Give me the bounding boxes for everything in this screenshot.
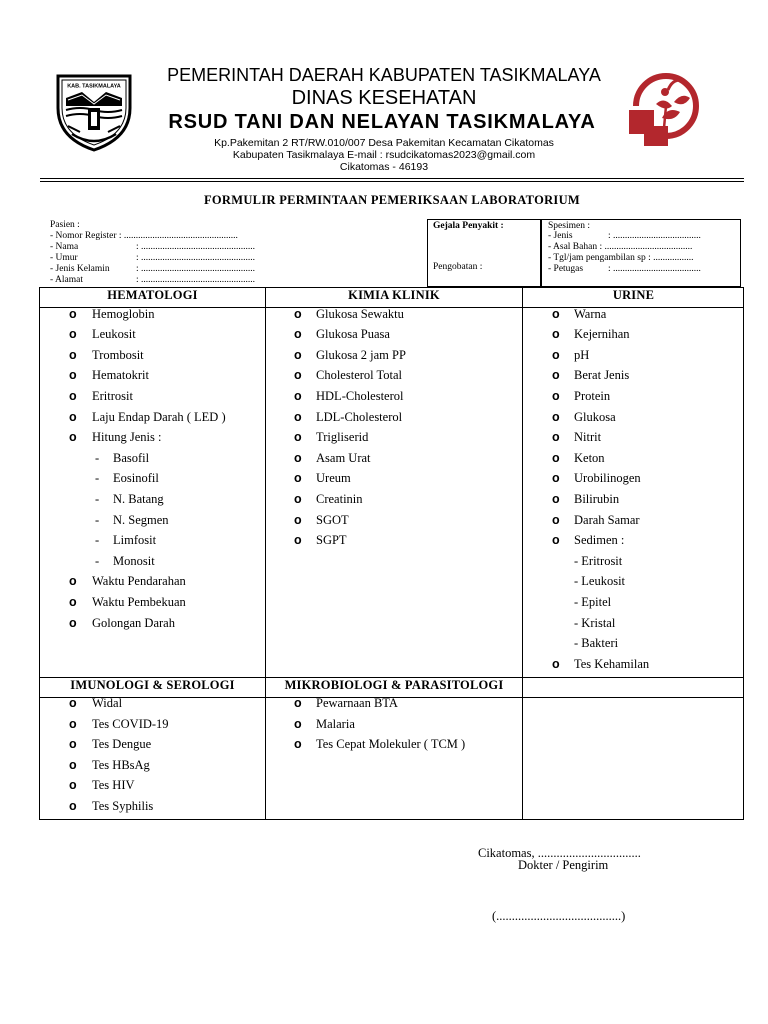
item-label: Pewarnaan BTA: [316, 696, 398, 710]
item-label: Tes Kehamilan: [574, 656, 650, 671]
patient-field-age[interactable]: [50, 253, 255, 264]
item-label: Glukosa Puasa: [316, 327, 390, 342]
checkbox-circle-icon[interactable]: o: [69, 799, 77, 813]
item-label: Kejernihan: [574, 327, 630, 342]
dash-icon[interactable]: -: [95, 471, 100, 486]
item-label: Waktu Pendarahan: [92, 574, 186, 589]
item-label: - Bakteri: [574, 636, 619, 651]
item-label: Berat Jenis: [574, 368, 630, 383]
checkbox-circle-icon[interactable]: o: [69, 388, 77, 403]
checkbox-circle-icon[interactable]: o: [294, 409, 302, 424]
specimen-field-source: - Asal Bahan : .....................................: [548, 242, 693, 252]
patient-field-address[interactable]: [50, 275, 255, 286]
item-label: SGPT: [316, 533, 347, 548]
checkbox-circle-icon[interactable]: o: [552, 450, 560, 465]
field-label: - Nama: [50, 242, 79, 252]
checkbox-circle-icon[interactable]: o: [552, 388, 560, 403]
address-line-2: Kabupaten Tasikmalaya E-mail : rsudcikatomas2023@gmail.com: [232, 149, 536, 161]
symptoms-label: Gejala Penyakit :: [433, 221, 504, 231]
checkbox-circle-icon[interactable]: o: [69, 409, 77, 424]
item-label: Hitung Jenis :: [92, 430, 162, 445]
item-label: Laju Endap Darah ( LED ): [92, 409, 226, 424]
patient-field-register[interactable]: [50, 231, 238, 242]
header-government: PEMERINTAH DAERAH KABUPATEN TASIKMALAYA: [167, 65, 601, 85]
item-label: N. Batang: [113, 491, 164, 506]
checkbox-circle-icon[interactable]: o: [294, 471, 302, 486]
checkbox-circle-icon[interactable]: o: [552, 533, 560, 548]
item-label: Asam Urat: [316, 450, 371, 465]
field-dots: ................................................: [123, 231, 238, 241]
item-label: Eritrosit: [92, 388, 133, 403]
column-divider: [522, 288, 523, 820]
checkbox-circle-icon[interactable]: o: [69, 594, 77, 609]
item-label: Protein: [574, 388, 611, 403]
item-label: Urobilinogen: [574, 471, 641, 486]
item-label: SGOT: [316, 512, 349, 527]
checkbox-circle-icon[interactable]: o: [294, 737, 302, 752]
item-label: Waktu Pembekuan: [92, 594, 186, 609]
checkbox-circle-icon[interactable]: o: [294, 491, 302, 506]
item-label: Monosit: [113, 553, 155, 568]
address-line-3: Cikatomas - 46193: [339, 161, 429, 173]
item-label: Golongan Darah: [92, 615, 175, 630]
item-label: Malaria: [316, 716, 355, 731]
item-label: Warna: [574, 306, 607, 321]
field-label: - Umur: [50, 253, 78, 263]
patient-field-gender[interactable]: [50, 264, 255, 275]
item-label: Widal: [92, 696, 123, 710]
dash-icon[interactable]: -: [95, 491, 100, 506]
item-label: Trombosit: [92, 347, 144, 362]
checkbox-circle-icon[interactable]: o: [69, 615, 77, 630]
item-label: - Epitel: [574, 594, 612, 609]
dash-icon[interactable]: -: [95, 512, 100, 527]
checkbox-circle-icon[interactable]: o: [552, 491, 560, 506]
address-line-1: Kp.Pakemitan 2 RT/RW.010/007 Desa Pakemitan Kecamatan Cikatomas: [214, 137, 554, 149]
specimen-field-officer: - Petugas : .....................................: [548, 264, 701, 274]
item-label: Glukosa Sewaktu: [316, 306, 404, 321]
checkbox-circle-icon[interactable]: o: [552, 409, 560, 424]
item-label: - Leukosit: [574, 574, 626, 589]
field-label: - Nomor Register :: [50, 231, 122, 241]
place-date-line[interactable]: Cikatomas, .................................: [478, 846, 641, 860]
item-label: Darah Samar: [574, 512, 640, 527]
item-label: Sedimen :: [574, 533, 625, 548]
checkbox-circle-icon[interactable]: o: [69, 347, 77, 362]
checkbox-circle-icon[interactable]: o: [69, 696, 77, 710]
item-label: HDL-Cholesterol: [316, 388, 404, 403]
checkbox-circle-icon[interactable]: o: [294, 327, 302, 342]
checkbox-circle-icon[interactable]: o: [294, 512, 302, 527]
header-rule: [40, 178, 744, 179]
kimia-klinik-header: KIMIA KLINIK: [348, 288, 440, 302]
dash-icon[interactable]: -: [95, 450, 100, 465]
checkbox-circle-icon[interactable]: o: [552, 471, 560, 486]
item-label: Cholesterol Total: [316, 368, 403, 383]
checkbox-circle-icon[interactable]: o: [294, 347, 302, 362]
item-label: LDL-Cholesterol: [316, 409, 403, 424]
item-label: Hematokrit: [92, 368, 149, 383]
item-label: Nitrit: [574, 430, 602, 445]
field-dots: : ................................................: [136, 264, 256, 274]
checkbox-circle-icon[interactable]: o: [552, 347, 560, 362]
checkbox-circle-icon[interactable]: o: [552, 327, 560, 342]
field-dots: : ................................................: [136, 275, 256, 285]
dash-icon[interactable]: -: [95, 533, 100, 548]
item-label: Limfosit: [113, 533, 157, 548]
lab-test-table: [39, 287, 744, 820]
checkbox-circle-icon[interactable]: o: [294, 696, 302, 710]
checkbox-circle-icon[interactable]: o: [294, 716, 302, 731]
checkbox-circle-icon[interactable]: o: [294, 306, 302, 321]
column-divider: [265, 288, 266, 820]
patient-field-name[interactable]: [50, 242, 255, 253]
item-label: Tes COVID-19: [92, 716, 169, 731]
item-label: Tes Cepat Molekuler ( TCM ): [316, 737, 466, 752]
checkbox-circle-icon[interactable]: o: [69, 778, 77, 793]
item-label: Eosinofil: [113, 471, 159, 486]
item-label: Glukosa: [574, 409, 616, 424]
item-label: Trigliserid: [316, 430, 369, 445]
item-label: Leukosit: [92, 327, 136, 342]
field-dots: : ................................................: [136, 253, 256, 263]
checkbox-circle-icon[interactable]: o: [69, 716, 77, 731]
specimen-field-type: - Jenis : .....................................: [548, 231, 701, 241]
checkbox-circle-icon[interactable]: o: [294, 368, 302, 383]
item-label: N. Segmen: [113, 512, 169, 527]
header-department: DINAS KESEHATAN: [291, 87, 477, 109]
checkbox-circle-icon[interactable]: o: [69, 327, 77, 342]
item-label: - Kristal: [574, 615, 616, 630]
sender-role: Dokter / Pengirim: [518, 858, 609, 872]
symptoms-box[interactable]: [427, 219, 541, 287]
checkbox-circle-icon[interactable]: o: [294, 533, 302, 548]
form-title: FORMULIR PERMINTAAN PEMERIKSAAN LABORATORIUM: [203, 193, 581, 207]
specimen-label: Spesimen :: [548, 221, 590, 231]
checkbox-circle-icon[interactable]: o: [294, 388, 302, 403]
checkbox-circle-icon[interactable]: o: [69, 757, 77, 772]
treatment-label: Pengobatan :: [433, 262, 483, 272]
header-rule-thin: [40, 181, 744, 182]
field-dots: : ................................................: [136, 242, 256, 252]
header-hospital: RSUD TANI DAN NELAYAN TASIKMALAYA: [168, 111, 596, 133]
svg-text:KAB. TASIKMALAYA: KAB. TASIKMALAYA: [67, 83, 121, 90]
item-label: Basofil: [113, 450, 150, 465]
checkbox-circle-icon[interactable]: o: [552, 656, 560, 671]
checkbox-circle-icon[interactable]: o: [294, 450, 302, 465]
hematologi-header: HEMATOLOGI: [107, 288, 198, 302]
field-label: - Alamat: [50, 275, 83, 285]
item-label: Keton: [574, 450, 605, 465]
item-label: Tes Dengue: [92, 737, 152, 752]
urine-header: URINE: [612, 288, 655, 302]
item-label: Creatinin: [316, 491, 363, 506]
item-label: - Eritrosit: [574, 553, 623, 568]
item-label: Tes Syphilis: [92, 799, 154, 813]
item-label: Tes HBsAg: [92, 757, 150, 772]
checkbox-circle-icon[interactable]: o: [552, 306, 560, 321]
item-label: Glukosa 2 jam PP: [316, 347, 406, 362]
checkbox-circle-icon[interactable]: o: [552, 512, 560, 527]
checkbox-circle-icon[interactable]: o: [69, 737, 77, 752]
checkbox-circle-icon[interactable]: o: [294, 430, 302, 445]
patient-label: Pasien :: [50, 220, 80, 230]
item-label: Bilirubin: [574, 491, 620, 506]
mikrobiologi-header: MIKROBIOLOGI & PARASITOLOGI: [284, 678, 504, 692]
field-label: - Jenis Kelamin: [50, 264, 110, 274]
specimen-box[interactable]: [541, 219, 741, 287]
checkbox-circle-icon[interactable]: o: [552, 430, 560, 445]
specimen-field-datetime: - Tgl/jam pengambilan sp : .................: [548, 253, 694, 263]
checkbox-circle-icon[interactable]: o: [69, 430, 77, 445]
imunologi-header: IMUNOLOGI & SEROLOGI: [70, 678, 235, 692]
item-label: Tes HIV: [92, 778, 135, 793]
item-label: Ureum: [316, 471, 351, 486]
item-label: pH: [574, 347, 590, 362]
checkbox-circle-icon[interactable]: o: [69, 306, 77, 321]
checkbox-circle-icon[interactable]: o: [552, 368, 560, 383]
dash-icon[interactable]: -: [95, 553, 100, 568]
checkbox-circle-icon[interactable]: o: [69, 368, 77, 383]
signature-line[interactable]: (........................................): [492, 909, 626, 923]
checkbox-circle-icon[interactable]: o: [69, 574, 77, 589]
item-label: Hemoglobin: [92, 306, 155, 321]
header-address: [100, 137, 668, 173]
